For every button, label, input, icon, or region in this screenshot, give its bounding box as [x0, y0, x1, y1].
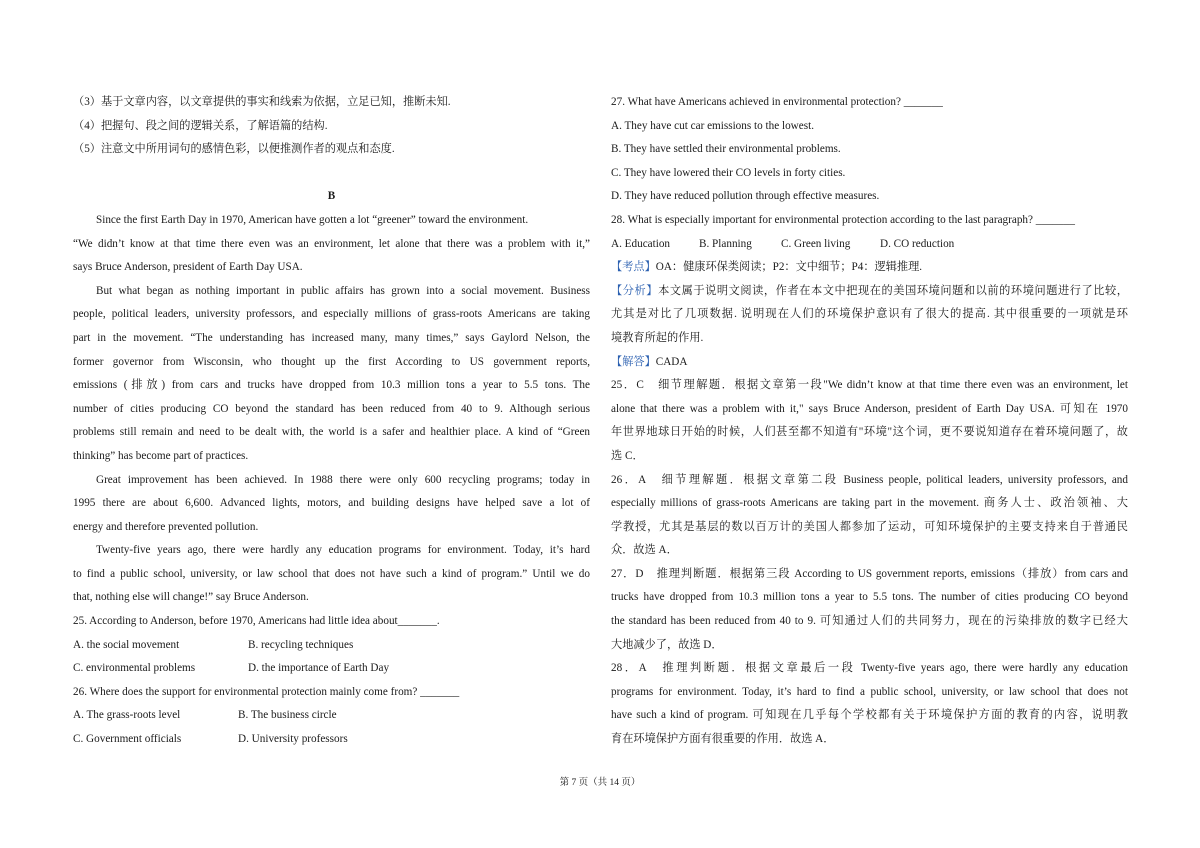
explanation-line: trucks have dropped from 10.3 million tons a year to 5.5 tons. The number of cities producing CO beyond — [611, 591, 1128, 604]
page-footer: 第 7 页（共 14 页） — [559, 778, 641, 788]
passage-line: people, political leaders, university professors, and especially millions of grass-roots Americans are taking — [73, 308, 590, 321]
fenxi-text: 本文属于说明文阅读，作者在本文中把现在的美国环境问题和以前的环境问题进行了比较， — [658, 284, 1128, 297]
left-column — [73, 91, 590, 752]
passage-line: emissions (排放) from cars and trucks have dropped from 10.3 million tons a year to 5.5 tons. The — [73, 379, 590, 392]
tip-5: （5）注意文中所用词句的感情色彩，以便推测作者的观点和态度. — [73, 143, 395, 156]
option-28-d: D. CO reduction — [880, 237, 955, 250]
passage-line: to find a public school, university, or law school that does not have such a kind of program.” Until we do — [73, 567, 590, 580]
fenxi-line — [611, 280, 1128, 304]
option-26-c: C. Government officials — [73, 733, 182, 746]
explanation-line: 26．A 细节理解题．根据文章第二段 Business people, political leaders, university professors, and — [611, 473, 1128, 486]
question-26-options-row-1 — [73, 704, 590, 728]
passage-line: number of cities producing CO beyond the standard has been reduced from 40 to 9. Although serious — [73, 402, 590, 415]
fenxi-tag: 【分析】 — [611, 284, 659, 297]
option-25-b: B. recycling techniques — [248, 638, 354, 651]
option-25-a: A. the social movement — [73, 638, 180, 651]
kaodian-tag: 【考点】 — [611, 261, 656, 274]
fenxi-line: 境教育所起的作用. — [611, 331, 704, 344]
jieda-tag: 【解答】 — [611, 355, 656, 368]
section-title: B — [327, 190, 336, 203]
passage-line: Great improvement has been achieved. In 1988 there were only 600 recycling programs; today in — [96, 473, 590, 486]
explanation-line: alone that there was a problem with it," says Bruce Anderson, president of Earth Day USA. 可知在 1970 — [611, 402, 1128, 415]
question-26-stem: 26. Where does the support for environmental protection mainly come from? _______ — [73, 685, 460, 698]
option-26-a: A. The grass-roots level — [73, 709, 181, 722]
option-28-b: B. Planning — [699, 237, 752, 250]
passage-line: problems still remain and need to be dealt with, the world is a safer and healthier place. A kind of “Green — [73, 426, 590, 439]
explanation-line: 27．D 推理判断题．根据第三段 According to US government reports, emissions（排放）from cars and — [611, 567, 1128, 580]
fenxi-line: 尤其是对比了几项数据. 说明现在人们的环境保护意识有了很大的提高. 其中很重要的一项就是环 — [611, 308, 1128, 321]
passage-line: But what began as nothing important in public affairs has grown into a social movement. Business — [96, 284, 590, 297]
tip-3: （3）基于文章内容，以文章提供的事实和线索为依据，立足已知，推断未知. — [73, 96, 451, 108]
passage-line: “We didn’t know at that time there even was an environment, let alone that there was a problem with it,” — [73, 237, 590, 250]
option-27-b: B. They have settled their environmental problems. — [611, 143, 841, 156]
option-28-a: A. Education — [611, 237, 671, 250]
kaodian-text: OA：健康环保类阅读；P2：文中细节；P4：逻辑推理. — [655, 261, 923, 274]
explanation-line: the standard has been reduced from 40 to 9. 可知通过人们的共同努力，现在的污染排放的数字已经大 — [611, 615, 1128, 628]
passage-line: that, nothing else will change!” say Bruce Anderson. — [73, 591, 309, 604]
explanation-line: 25．C 细节理解题．根据文章第一段"We didn’t know at that time there even was an environment, let — [611, 379, 1128, 392]
explanation-line: have such a kind of program. 可知现在几乎每个学校都有关于环境保护方面的教育的内容，说明教 — [611, 709, 1128, 722]
question-27-stem: 27. What have Americans achieved in environmental protection? _______ — [611, 96, 943, 108]
right-column — [611, 91, 1128, 752]
explanation-line: 28．A 推理判断题．根据文章最后一段 Twenty-five years ago, there were hardly any education — [611, 662, 1128, 675]
option-26-b: B. The business circle — [238, 709, 337, 722]
option-25-c: C. environmental problems — [73, 662, 196, 675]
explanation-line: 选 C． — [611, 449, 644, 462]
passage-line: former governor from Wisconsin, who thought up the first According to US government reports, — [73, 355, 590, 368]
option-26-d: D. University professors — [238, 733, 348, 746]
explanation-line: 学教授，尤其是基层的数以百万计的美国人都参加了运动，可知环境保护的主要支持来自于普通民 — [611, 520, 1128, 533]
question-28-stem: 28. What is especially important for environmental protection according to the last paragraph? _______ — [611, 213, 1075, 226]
explanation-line: 育在环境保护方面有很重要的作用．故选 A． — [611, 733, 835, 746]
passage-line: energy and therefore prevented pollution. — [73, 520, 259, 533]
kaodian-line — [611, 256, 1128, 280]
passage-line: Twenty-five years ago, there were hardly any education programs for environment. Today, it’s hard — [96, 544, 590, 557]
jieda-line — [611, 351, 1128, 375]
option-25-d: D. the importance of Earth Day — [248, 662, 390, 675]
jieda-text: CADA — [655, 355, 688, 368]
option-28-c: C. Green living — [781, 237, 851, 250]
question-25-options-row-1 — [73, 634, 590, 658]
explanation-line: 年世界地球日开始的时候，人们甚至都不知道有"环境"这个词，更不要说知道存在着环境问题了，故 — [611, 426, 1128, 439]
question-25-options-row-2 — [73, 657, 590, 681]
passage-line: thinking” has become part of practices. — [73, 449, 249, 462]
option-27-a: A. They have cut car emissions to the lowest. — [611, 119, 814, 132]
tip-4: （4）把握句、段之间的逻辑关系，了解语篇的结构. — [73, 119, 328, 132]
spacer — [73, 162, 590, 186]
passage-line: part in the movement. “The understanding has increased many, many times,” says Gaylord Nelson, the — [73, 331, 590, 344]
passage-line: 1995 there are about 6,600. Advanced lights, motors, and building designs have helped save a lot of — [73, 497, 590, 510]
question-28-options — [611, 233, 1128, 257]
explanation-line: especially millions of grass-roots Americans are taking part in the movement. 商务人士、政治领袖、大 — [611, 497, 1128, 510]
explanation-line: 众．故选 A． — [611, 544, 678, 557]
passage-line: Since the first Earth Day in 1970, American have gotten a lot “greener” toward the environment. — [96, 213, 529, 226]
option-27-d: D. They have reduced pollution through effective measures. — [611, 190, 880, 203]
explanation-line: 大地减少了，故选 D． — [611, 638, 723, 651]
passage-line: says Bruce Anderson, president of Earth Day USA. — [73, 261, 303, 274]
explanation-line: programs for environment. Today, it’s hard to find a public school, university, or law school that does not — [611, 685, 1128, 698]
question-26-options-row-2 — [73, 728, 590, 752]
option-27-c: C. They have lowered their CO levels in forty cities. — [611, 166, 846, 179]
question-25-stem: 25. According to Anderson, before 1970, Americans had little idea about_______. — [73, 615, 440, 628]
